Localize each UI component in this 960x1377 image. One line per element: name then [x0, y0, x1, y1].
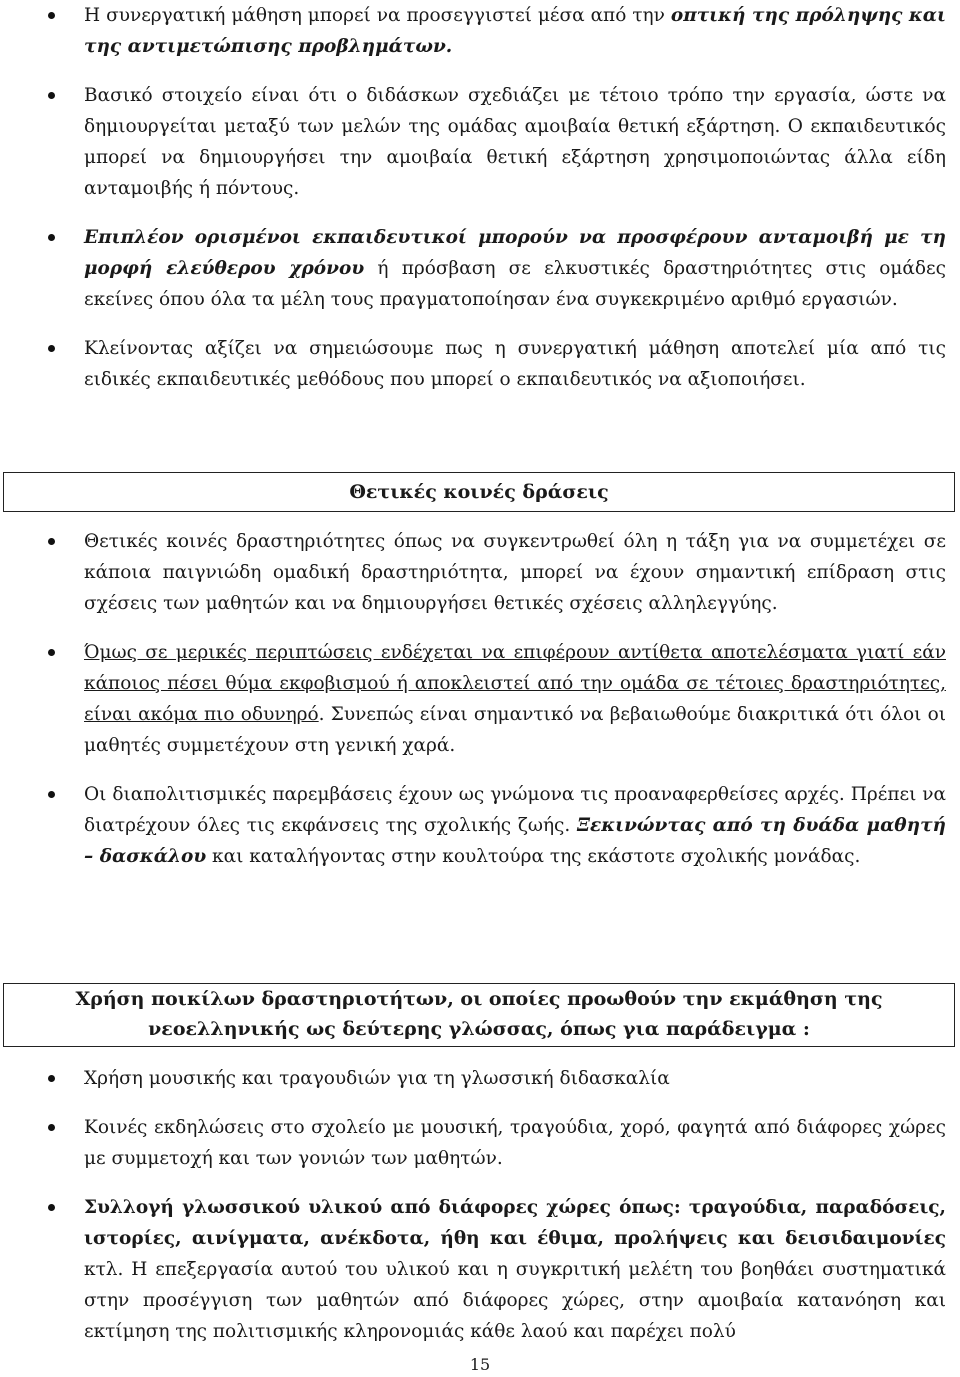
section-activities: [0, 1063, 960, 1347]
bullet-icon: [48, 234, 55, 241]
list-item: [0, 1192, 960, 1347]
list-gap: [0, 315, 960, 333]
list-gap: [0, 1174, 960, 1192]
heading-line-1: Χρήση ποικίλων δραστηριοτήτων, οι οποίες προωθούν την εκμάθηση της: [75, 988, 883, 1010]
section-positive-actions: [0, 526, 960, 872]
list-gap: [0, 761, 960, 779]
bullet-icon: [48, 1075, 55, 1082]
section-heading-activities: [3, 983, 955, 1047]
text-run: Συλλογή γλωσσικού υλικού από διάφορες χώρες όπως: τραγούδια, παραδόσεις, ιστορίες, αινίγματα, ανέκδοτα, ήθη και έθιμα, προλήψεις και δεισιδαιμονίες: [84, 1197, 946, 1249]
bullet-icon: [48, 538, 55, 545]
text-run: Οι διαπολιτισμικές παρεμβάσεις έχουν ως γνώμονα τις προαναφερθείσες αρχές. Πρέπει να διατρέχουν όλες τις εκφάνσεις της σχολικής ζωής.: [84, 784, 946, 836]
heading-text: Θετικές κοινές δράσεις: [349, 481, 609, 503]
list-item: [0, 222, 960, 315]
list-gap: [0, 204, 960, 222]
text-run: Κοινές εκδηλώσεις στο σχολείο με μουσική, τραγούδια, χορό, φαγητά από διάφορες χώρες με συμμετοχή και των γονιών των μαθητών.: [84, 1117, 946, 1169]
list-item: [0, 779, 960, 872]
text-run: Χρήση μουσικής και τραγουδιών για τη γλωσσική διδασκαλία: [84, 1068, 670, 1089]
text-run: Ξεκινώντας από τη δυάδα μαθητή – δασκάλου: [84, 815, 946, 867]
text-run: . Συνεπώς είναι σημαντικό να βεβαιωθούμε διακριτικά ότι όλοι οι μαθητές συμμετέχουν στη γενική χαρά.: [84, 704, 946, 756]
text-run: Επιπλέον ορισμένοι εκπαιδευτικοί μπορούν να προσφέρουν ανταμοιβή με τη μορφή ελεύθερου χρόνου: [84, 227, 946, 279]
text-run: ή πρόσβαση σε ελκυστικές δραστηριότητες στις ομάδες εκείνες όπου όλα τα μέλη τους πραγματοποίησαν ένα συγκεκριμένο αριθμό εργασιών.: [84, 258, 946, 310]
text-run: Όμως σε μερικές περιπτώσεις ενδέχεται να επιφέρουν αντίθετα αποτελέσματα γιατί εάν κάποιος πέσει θύμα εκφοβισμού ή αποκλειστεί από την ομάδα σε τέτοιες δραστηριότητες, είναι ακόμα πιο οδυνηρό: [84, 642, 946, 725]
page-number: 15: [469, 1355, 491, 1374]
text-run: κτλ. Η επεξεργασία αυτού του υλικού και η συγκριτική μελέτη του βοηθάει συστηματικά στην προσέγγιση των μαθητών από διάφορες χώρες, στην αμοιβαία κατανόηση και εκτίμηση της πολιτισμικής κληρονομιάς κάθε λαού και παρέχει πολύ: [84, 1259, 946, 1342]
text-run: Θετικές κοινές δραστηριότητες όπως να συγκεντρωθεί όλη η τάξη για να συμμετέχει σε κάποια παιγνιώδη ομαδική δραστηριότητα, μπορεί να έχουν σημαντική επίδραση στις σχέσεις των μαθητών και να δημιουργήσει θετικές σχέσεις αλληλεγγύης.: [84, 531, 946, 614]
list-item: [0, 637, 960, 761]
bullet-icon: [48, 649, 55, 656]
bullet-list-positive-actions: [0, 526, 960, 872]
bullet-list-activities: [0, 1063, 960, 1347]
list-item: [0, 1112, 960, 1174]
bullet-icon: [48, 1204, 55, 1211]
section-intro: [0, 0, 960, 395]
text-run: και καταλήγοντας στην κουλτούρα της εκάστοτε σχολικής μονάδας.: [206, 846, 861, 867]
text-run: Η συνεργατική μάθηση μπορεί να προσεγγιστεί μέσα από την: [84, 5, 671, 26]
bullet-list-intro: [0, 0, 960, 395]
bullet-icon: [48, 1124, 55, 1131]
bullet-icon: [48, 92, 55, 99]
text-run: Βασικό στοιχείο είναι ότι ο διδάσκων σχεδιάζει με τέτοιο τρόπο την εργασία, ώστε να δημιουργείται μεταξύ των μελών της ομάδας αμοιβαία θετική εξάρτηση. Ο εκπαιδευτικός μπορεί να δημιουργήσει την αμοιβαία θετική εξάρτηση χρησιμοποιώντας άλλα είδη ανταμοιβής ή πόντους.: [84, 85, 946, 199]
list-gap: [0, 62, 960, 80]
bullet-icon: [48, 345, 55, 352]
bullet-icon: [48, 12, 55, 19]
section-heading-positive-actions: [3, 472, 955, 512]
text-run: οπτική της πρόληψης και της αντιμετώπισης προβλημάτων.: [84, 5, 946, 57]
list-item: [0, 526, 960, 619]
list-item: [0, 1063, 960, 1094]
heading-line-2: νεοελληνικής ως δεύτερης γλώσσας, όπως για παράδειγμα :: [148, 1018, 810, 1040]
list-item: [0, 333, 960, 395]
list-item: [0, 0, 960, 62]
list-gap: [0, 619, 960, 637]
list-gap: [0, 1094, 960, 1112]
bullet-icon: [48, 791, 55, 798]
text-run: Κλείνοντας αξίζει να σημειώσουμε πως η συνεργατική μάθηση αποτελεί μία από τις ειδικές εκπαιδευτικές μεθόδους που μπορεί ο εκπαιδευτικός να αξιοποιήσει.: [84, 338, 946, 390]
list-item: [0, 80, 960, 204]
